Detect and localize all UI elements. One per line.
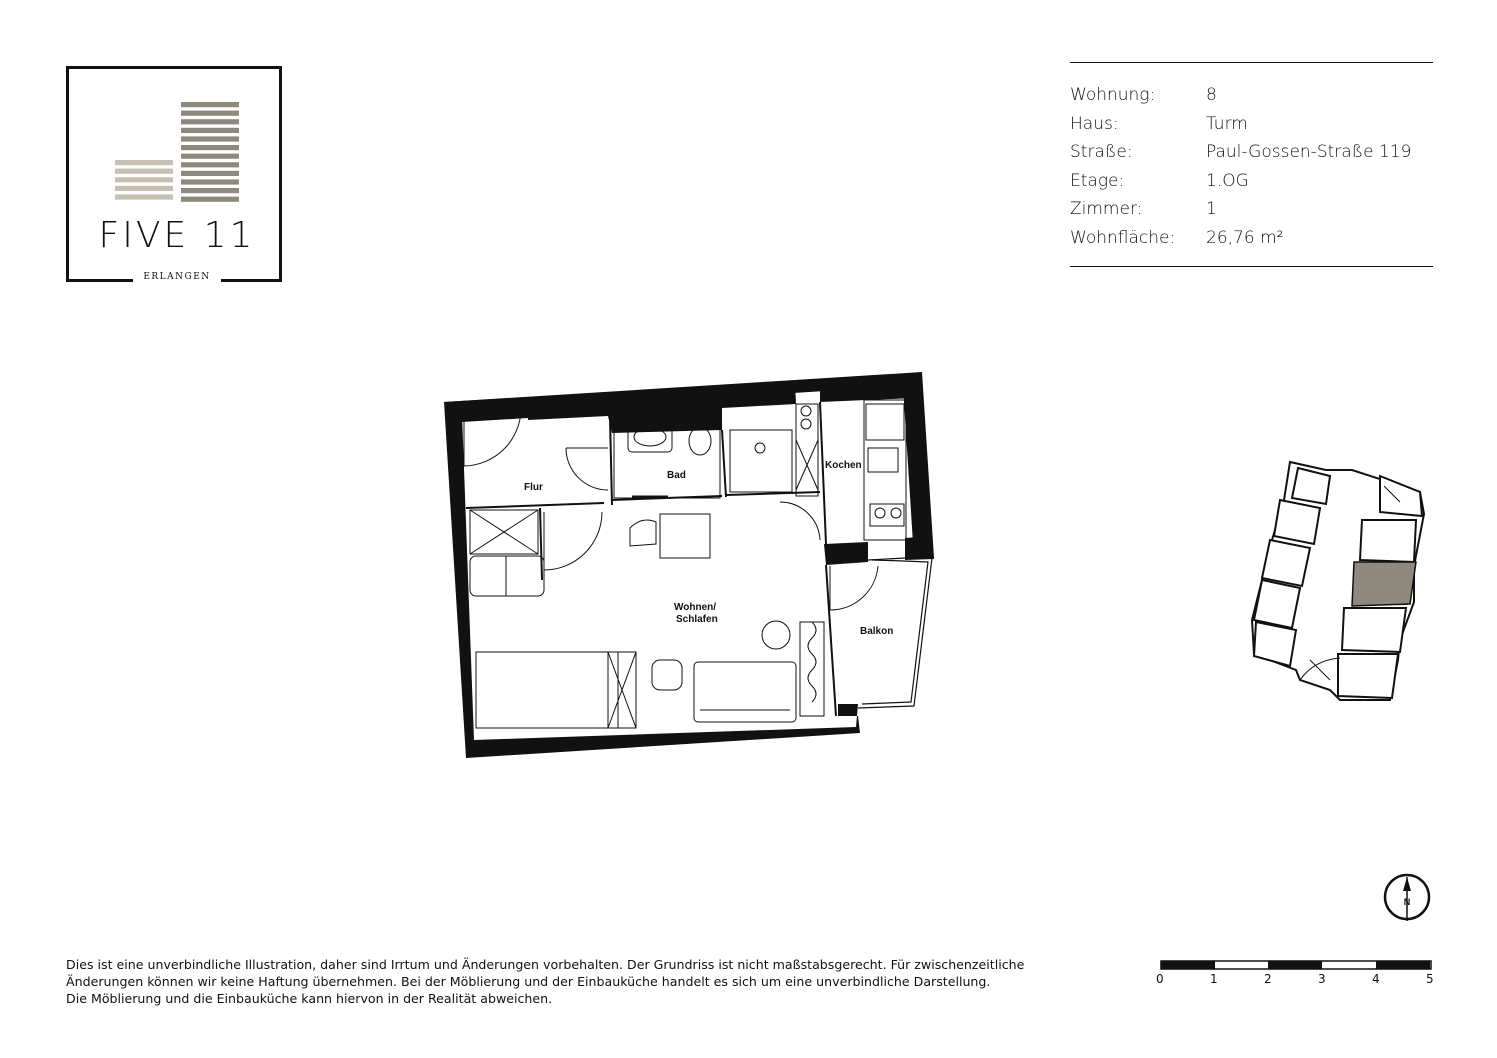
scale-tick-2: 2 [1264,972,1272,986]
room-label-wohnen-1: Wohnen/ [674,602,717,613]
disclaimer-line: Änderungen können wir keine Haftung übernehmen. Bei der Möblierung und der Einbauküche handelt es sich um eine unverbindliche Darstellung. [66,974,991,989]
disclaimer [66,956,1076,1007]
room-label-kochen: Kochen [825,460,862,471]
info-label: Etage: [1070,170,1125,191]
unit-5 [1254,622,1296,666]
scale-segment-2-3 [1268,961,1322,969]
unit-stair [1380,476,1422,516]
highlighted-unit [1352,562,1416,606]
scale-tick-4: 4 [1372,972,1380,986]
info-value: Paul-Gossen-Straße 119 [1206,142,1412,163]
info-label: Wohnfläche: [1070,227,1176,248]
disclaimer-line: Dies ist eine unverbindliche Illustration, daher sind Irrtum und Änderungen vorbehalten. Der Grundriss ist nicht maßstabsgerecht. Für zwischenzeitliche [66,957,1025,972]
info-label: Zimmer: [1070,199,1143,220]
disclaimer-line: Die Möblierung und die Einbauküche kann hiervon in der Realität abweichen. [66,991,553,1006]
info-value: 26,76 m² [1206,227,1284,248]
scale-segment-4-5 [1376,961,1430,969]
info-value: 1 [1206,199,1217,220]
info-label: Wohnung: [1070,85,1156,106]
scale-tick-3: 3 [1318,972,1326,986]
north-label: N [1403,897,1411,907]
scale-bar-graphic [1160,959,1434,973]
logo-city-text: ERLANGEN [133,272,220,282]
info-value: Turm [1206,113,1248,134]
info-value: 8 [1206,85,1217,106]
scale-tick-5: 5 [1426,972,1434,986]
room-label-balkon: Balkon [860,626,894,637]
unit-3 [1262,540,1310,586]
scale-bar [1156,958,1434,986]
room-label-bad: Bad [667,470,686,481]
unit-8 [1338,654,1398,698]
unit-2 [1274,500,1320,544]
scale-tick-1: 1 [1210,972,1218,986]
north-arrow [1383,873,1431,925]
info-label: Haus: [1070,113,1119,134]
scale-segment-0-1 [1161,961,1215,969]
room-label-flur: Flur [524,482,543,493]
info-label: Straße: [1070,142,1133,163]
room-label-wohnen-2: Schlafen [676,614,718,625]
logo-name: FIVE 11 [98,215,256,256]
unit-6 [1360,520,1416,562]
info-value: 1.OG [1206,170,1249,191]
unit-4 [1254,580,1300,628]
scale-tick-0: 0 [1156,972,1164,986]
unit-7 [1342,608,1406,652]
